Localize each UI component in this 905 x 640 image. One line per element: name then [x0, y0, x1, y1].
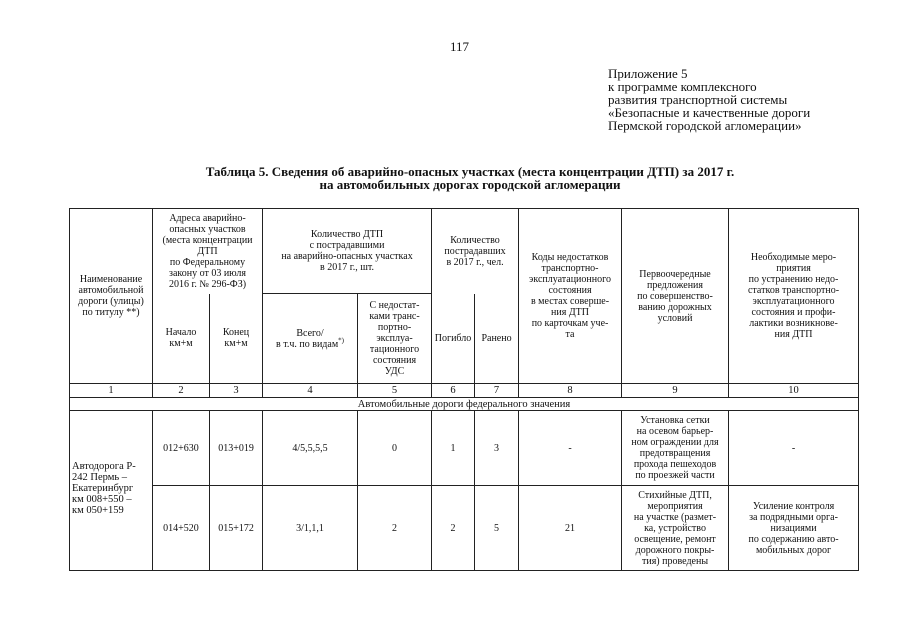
table-row [70, 486, 859, 571]
cell-injured: 5 [475, 486, 519, 571]
cell-end: 015+172 [210, 486, 263, 571]
cell-codes: - [519, 411, 622, 486]
cell-defects: 0 [358, 411, 432, 486]
column-number: 2 [153, 384, 210, 398]
column-number-row [70, 384, 859, 398]
header-injured: Ранено [475, 294, 519, 384]
table-title [130, 165, 810, 191]
cell-died: 2 [432, 486, 475, 571]
column-number: 7 [475, 384, 519, 398]
cell-total: 4/5,5,5,5 [263, 411, 358, 486]
column-number: 5 [358, 384, 432, 398]
header-required-measures: Необходимые меро- приятия по устранению недо- статков транспортно- эксплуатационного состояния и профи- лактики возникнове- ния ДТП [729, 209, 859, 384]
header-defect-codes: Коды недостатков транспортно- эксплуатационного состояния в местах соверше- ния ДТП по карточкам уче- та [519, 209, 622, 384]
column-number: 4 [263, 384, 358, 398]
header-start: Начало км+м [153, 294, 210, 384]
column-number: 3 [210, 384, 263, 398]
cell-start: 012+630 [153, 411, 210, 486]
appendix-note [608, 67, 810, 132]
cell-primary-proposals: Стихийные ДТП, мероприятия на участке (размет- ка, устройство освещение, ремонт дорожного покры- тия) проведены [622, 486, 729, 571]
section-row [70, 398, 859, 411]
column-number: 6 [432, 384, 475, 398]
cell-required-measures: - [729, 411, 859, 486]
appendix-line: к программе комплексного [608, 79, 757, 94]
table-title-line-2: на автомобильных дорогах городской агломерации [319, 177, 621, 192]
cell-injured: 3 [475, 411, 519, 486]
cell-required-measures: Усиление контроля за подрядными орга- низациями по содержанию авто- мобильных дорог [729, 486, 859, 571]
cell-defects: 2 [358, 486, 432, 571]
header-total-footnote: *) [338, 336, 345, 345]
column-number: 1 [70, 384, 153, 398]
header-victims: Количество пострадавших в 2017 г., чел. [432, 209, 519, 294]
column-number: 9 [622, 384, 729, 398]
cell-total: 3/1,1,1 [263, 486, 358, 571]
appendix-line: Приложение 5 [608, 66, 688, 81]
cell-codes: 21 [519, 486, 622, 571]
cell-died: 1 [432, 411, 475, 486]
table-title-line-1: Таблица 5. Сведения об аварийно-опасных участках (места концентрации ДТП) за 2017 г. [205, 164, 735, 179]
appendix-line: «Безопасные и качественные дороги [608, 105, 811, 120]
cell-primary-proposals: Установка сетки на осевом барьер- ном ограждении для предотвращения прохода пешеходов по проезжей части [622, 411, 729, 486]
cell-start: 014+520 [153, 486, 210, 571]
column-number: 8 [519, 384, 622, 398]
appendix-line: Пермской городской агломерации» [608, 118, 802, 133]
header-primary-proposals: Первоочередные предложения по совершенство- ванию дорожных условий [622, 209, 729, 384]
header-road-name: Наименование автомобильной дороги (улицы) по титулу **) [70, 209, 153, 384]
column-number: 10 [729, 384, 859, 398]
header-with-defects: С недостат- ками транс- портно- эксплуа- тационного состояния УДС [358, 294, 432, 384]
accident-sites-table [69, 208, 859, 571]
header-died: Погибло [432, 294, 475, 384]
header-dtp-count: Количество ДТП с пострадавшими на аварийно-опасных участках в 2017 г., шт. [263, 209, 432, 294]
header-total [263, 294, 358, 384]
header-total-label: Всего/ в т.ч. по видам [276, 327, 339, 350]
header-addresses: Адреса аварийно- опасных участков (места концентрации ДТП по Федеральному закону от 03 июля 2016 г. № 296-ФЗ) [153, 209, 263, 294]
cell-end: 013+019 [210, 411, 263, 486]
section-title: Автомобильные дороги федерального значения [70, 398, 859, 411]
page-number: 117 [450, 39, 470, 54]
header-end: Конец км+м [210, 294, 263, 384]
header-row [70, 209, 859, 294]
road-name: Автодорога Р- 242 Пермь – Екатеринбург км 008+550 – км 050+159 [70, 411, 153, 571]
table-row [70, 411, 859, 486]
appendix-line: развития транспортной системы [608, 92, 788, 107]
